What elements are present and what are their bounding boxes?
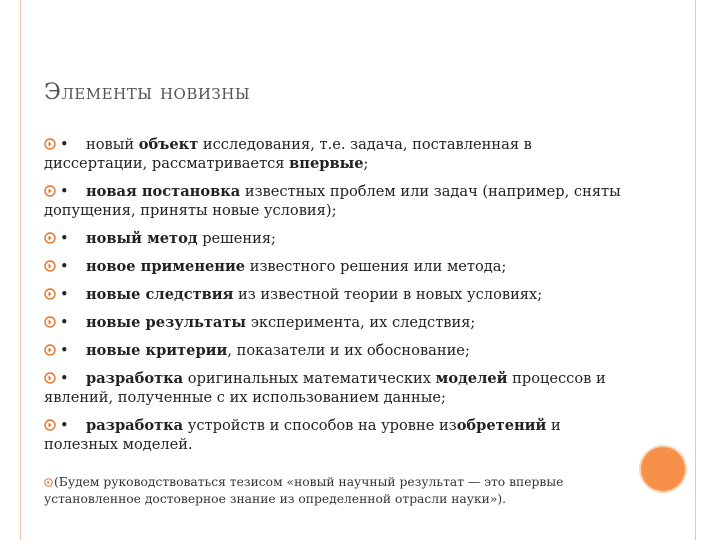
item-text-c: эксперимента, их следствия; — [246, 314, 476, 331]
circle-arrow-icon — [44, 478, 53, 487]
item-bold-d: обретений — [456, 417, 547, 434]
item-bold-b: новая постановка — [86, 183, 241, 200]
item-bold-b: новые результаты — [86, 314, 247, 331]
item-bold-d: впервые — [289, 155, 364, 172]
circle-arrow-icon — [44, 344, 56, 356]
list-item — [44, 285, 629, 304]
list-item — [44, 257, 629, 276]
footnote — [44, 474, 624, 508]
circle-arrow-icon — [44, 419, 56, 431]
item-text-c: известного решения или метода; — [245, 258, 507, 275]
item-marker: • — [60, 183, 69, 200]
item-marker: • — [60, 342, 69, 359]
bullet-list — [44, 135, 629, 463]
circle-arrow-icon — [44, 185, 56, 197]
item-text-c: исследования, т.е. задача, поставленная в диссертации, рассматривается — [44, 136, 532, 172]
item-marker: • — [60, 370, 69, 387]
item-text-e: процессов и явлений, полученные с их использованием данные; — [44, 370, 606, 406]
item-marker: • — [60, 230, 69, 247]
item-text-c: устройств и способов на уровне из — [183, 417, 457, 434]
item-marker: • — [60, 136, 69, 153]
item-marker: • — [60, 314, 69, 331]
item-bold-b: разработка — [86, 370, 184, 387]
item-text-c: решения; — [197, 230, 276, 247]
list-item — [44, 313, 629, 332]
list-item — [44, 182, 629, 220]
footnote-text: (Будем руководствоваться тезисом «новый научный результат — это впервые установленное достоверное знание из определенной отрасли науки»). — [44, 475, 564, 506]
item-bold-b: разработка — [86, 417, 184, 434]
item-bold-b: объект — [138, 136, 199, 153]
list-item — [44, 341, 629, 360]
item-bold-b: новые следствия — [86, 286, 234, 303]
circle-arrow-icon — [44, 232, 56, 244]
circle-arrow-icon — [44, 260, 56, 272]
item-bold-d: моделей — [435, 370, 508, 387]
list-item — [44, 229, 629, 248]
slide-title: Элементы новизны — [44, 80, 251, 105]
item-text-c: , показатели и их обоснование; — [227, 342, 470, 359]
circle-arrow-icon — [44, 372, 56, 384]
item-bold-b: новое применение — [86, 258, 246, 275]
item-text-c: оригинальных математических — [183, 370, 436, 387]
item-text-a: новый — [86, 136, 139, 153]
circle-arrow-icon — [44, 288, 56, 300]
circle-arrow-icon — [44, 138, 56, 150]
list-item — [44, 416, 629, 454]
list-item — [44, 369, 629, 407]
list-item — [44, 135, 629, 173]
item-text-c: известных проблем или задач (например, сняты допущения, приняты новые условия); — [44, 183, 621, 219]
item-text-c: из известной теории в новых условиях; — [233, 286, 543, 303]
decorative-orange-circle — [641, 447, 685, 491]
item-marker: • — [60, 286, 69, 303]
item-text-e: ; — [363, 155, 369, 172]
item-text-e: и полезных моделей. — [44, 417, 561, 453]
circle-arrow-icon — [44, 316, 56, 328]
item-bold-b: новый метод — [86, 230, 198, 247]
item-marker: • — [60, 258, 69, 275]
item-bold-b: новые критерии — [86, 342, 228, 359]
item-marker: • — [60, 417, 69, 434]
